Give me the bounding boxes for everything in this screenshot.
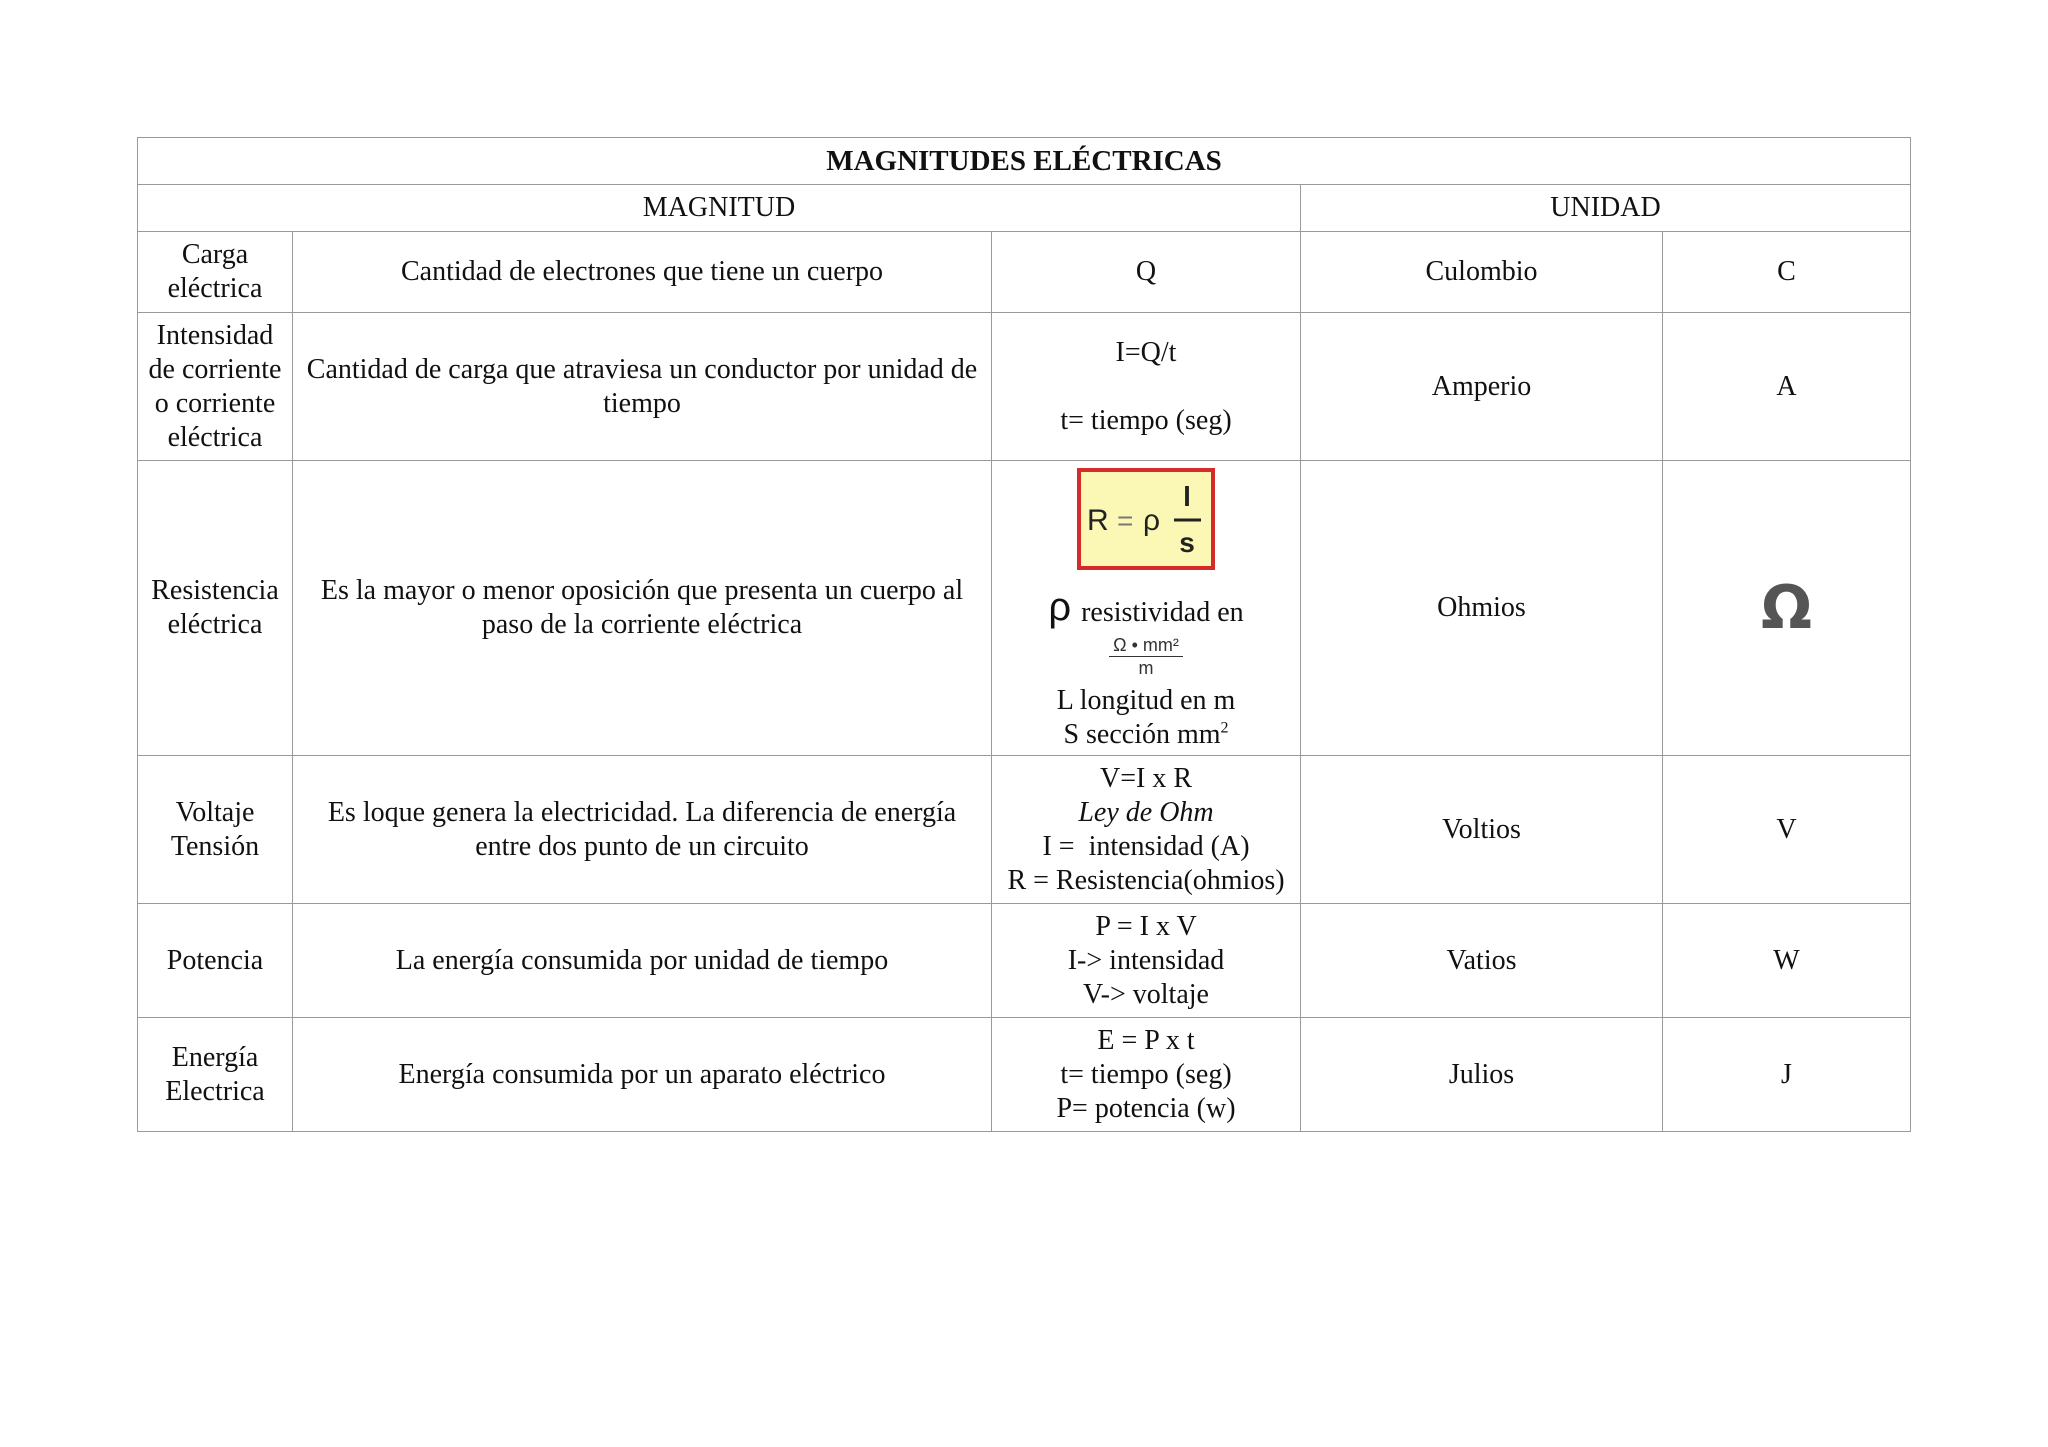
table-row xyxy=(138,313,1911,461)
unit-name: Amperio xyxy=(1301,313,1663,461)
magnitude-name: Energía Electrica xyxy=(138,1018,293,1132)
unit-symbol: V xyxy=(1663,756,1911,904)
table-row xyxy=(138,1018,1911,1132)
header-unidad: UNIDAD xyxy=(1301,185,1911,232)
magnitude-name: Carga eléctrica xyxy=(138,232,293,313)
resistance-formula-image xyxy=(1077,468,1215,570)
formula-line: t= tiempo (seg) xyxy=(1060,1058,1232,1090)
unit-symbol: C xyxy=(1663,232,1911,313)
section-line xyxy=(998,718,1294,752)
magnitude-formula xyxy=(992,1018,1301,1132)
formula-rho: ρ xyxy=(1143,504,1161,537)
table-title: MAGNITUDES ELÉCTRICAS xyxy=(138,138,1911,185)
unit-name: Ohmios xyxy=(1301,461,1663,756)
magnitude-definition: Es la mayor o menor oposición que presenta un cuerpo al paso de la corriente eléctrica xyxy=(293,461,992,756)
formula-lhs: R xyxy=(1087,504,1109,537)
formula-law-name: Ley de Ohm xyxy=(1078,796,1214,828)
unit-symbol: A xyxy=(1663,313,1911,461)
unit-name: Julios xyxy=(1301,1018,1663,1132)
length-text: L longitud en m xyxy=(1056,685,1236,716)
header-magnitud: MAGNITUD xyxy=(138,185,1301,232)
section-text: S sección mm xyxy=(1063,719,1221,750)
formula-equals: = xyxy=(1117,505,1134,536)
formula-line: Q xyxy=(1135,256,1157,287)
formula-line: P= potencia (w) xyxy=(1056,1092,1236,1124)
magnitudes-table xyxy=(137,137,1911,1132)
unit-symbol: W xyxy=(1663,904,1911,1018)
magnitude-definition: Cantidad de carga que atraviesa un conductor por unidad de tiempo xyxy=(293,313,992,461)
unit-name: Vatios xyxy=(1301,904,1663,1018)
resistivity-text: resistividad en xyxy=(1081,597,1244,628)
magnitude-name: Resistencia eléctrica xyxy=(138,461,293,756)
table-row xyxy=(138,232,1911,313)
magnitude-name: Potencia xyxy=(138,904,293,1018)
formula-denominator: s xyxy=(1179,527,1195,558)
unit-name: Voltios xyxy=(1301,756,1663,904)
magnitude-formula xyxy=(992,904,1301,1018)
resistivity-line xyxy=(998,585,1294,633)
magnitude-formula xyxy=(992,313,1301,461)
magnitude-definition: Es loque genera la electricidad. La diferencia de energía entre dos punto de un circuito xyxy=(293,756,992,904)
magnitude-definition: Energía consumida por un aparato eléctrico xyxy=(293,1018,992,1132)
table-row xyxy=(138,904,1911,1018)
omega-icon: Ω xyxy=(1761,573,1813,643)
resistivity-unit-denominator: m xyxy=(1138,658,1154,678)
magnitude-formula xyxy=(992,232,1301,313)
formula-line: I-> intensidad xyxy=(1067,944,1225,976)
magnitude-definition: Cantidad de electrones que tiene un cuerpo xyxy=(293,232,992,313)
resistivity-unit xyxy=(1109,635,1183,678)
table-row xyxy=(138,756,1911,904)
table-row xyxy=(138,461,1911,756)
magnitude-definition: La energía consumida por unidad de tiempo xyxy=(293,904,992,1018)
formula-line: V-> voltaje xyxy=(1083,978,1209,1010)
unit-symbol: J xyxy=(1663,1018,1911,1132)
magnitude-name: Voltaje Tensión xyxy=(138,756,293,904)
formula-line: P = I x V xyxy=(1095,910,1197,942)
formula-line: V=I x R xyxy=(1099,762,1192,794)
formula-line: R = Resistencia(ohmios) xyxy=(1007,864,1285,896)
formula-line: I = intensidad (A) xyxy=(1042,830,1250,862)
magnitude-formula xyxy=(992,461,1301,756)
formula-numerator: l xyxy=(1183,481,1191,512)
rho-symbol: ρ xyxy=(1048,585,1072,629)
magnitude-formula xyxy=(992,756,1301,904)
magnitude-name: Intensidad de corriente o corriente eléctrica xyxy=(138,313,293,461)
resistivity-unit-numerator: Ω • mm² xyxy=(1109,635,1183,657)
section-superscript: 2 xyxy=(1220,719,1229,737)
unit-name: Culombio xyxy=(1301,232,1663,313)
formula-line: t= tiempo (seg) xyxy=(1060,404,1232,436)
unit-symbol-cell xyxy=(1663,461,1911,756)
formula-line: E = P x t xyxy=(1097,1024,1195,1056)
formula-line: I=Q/t xyxy=(1115,336,1177,368)
